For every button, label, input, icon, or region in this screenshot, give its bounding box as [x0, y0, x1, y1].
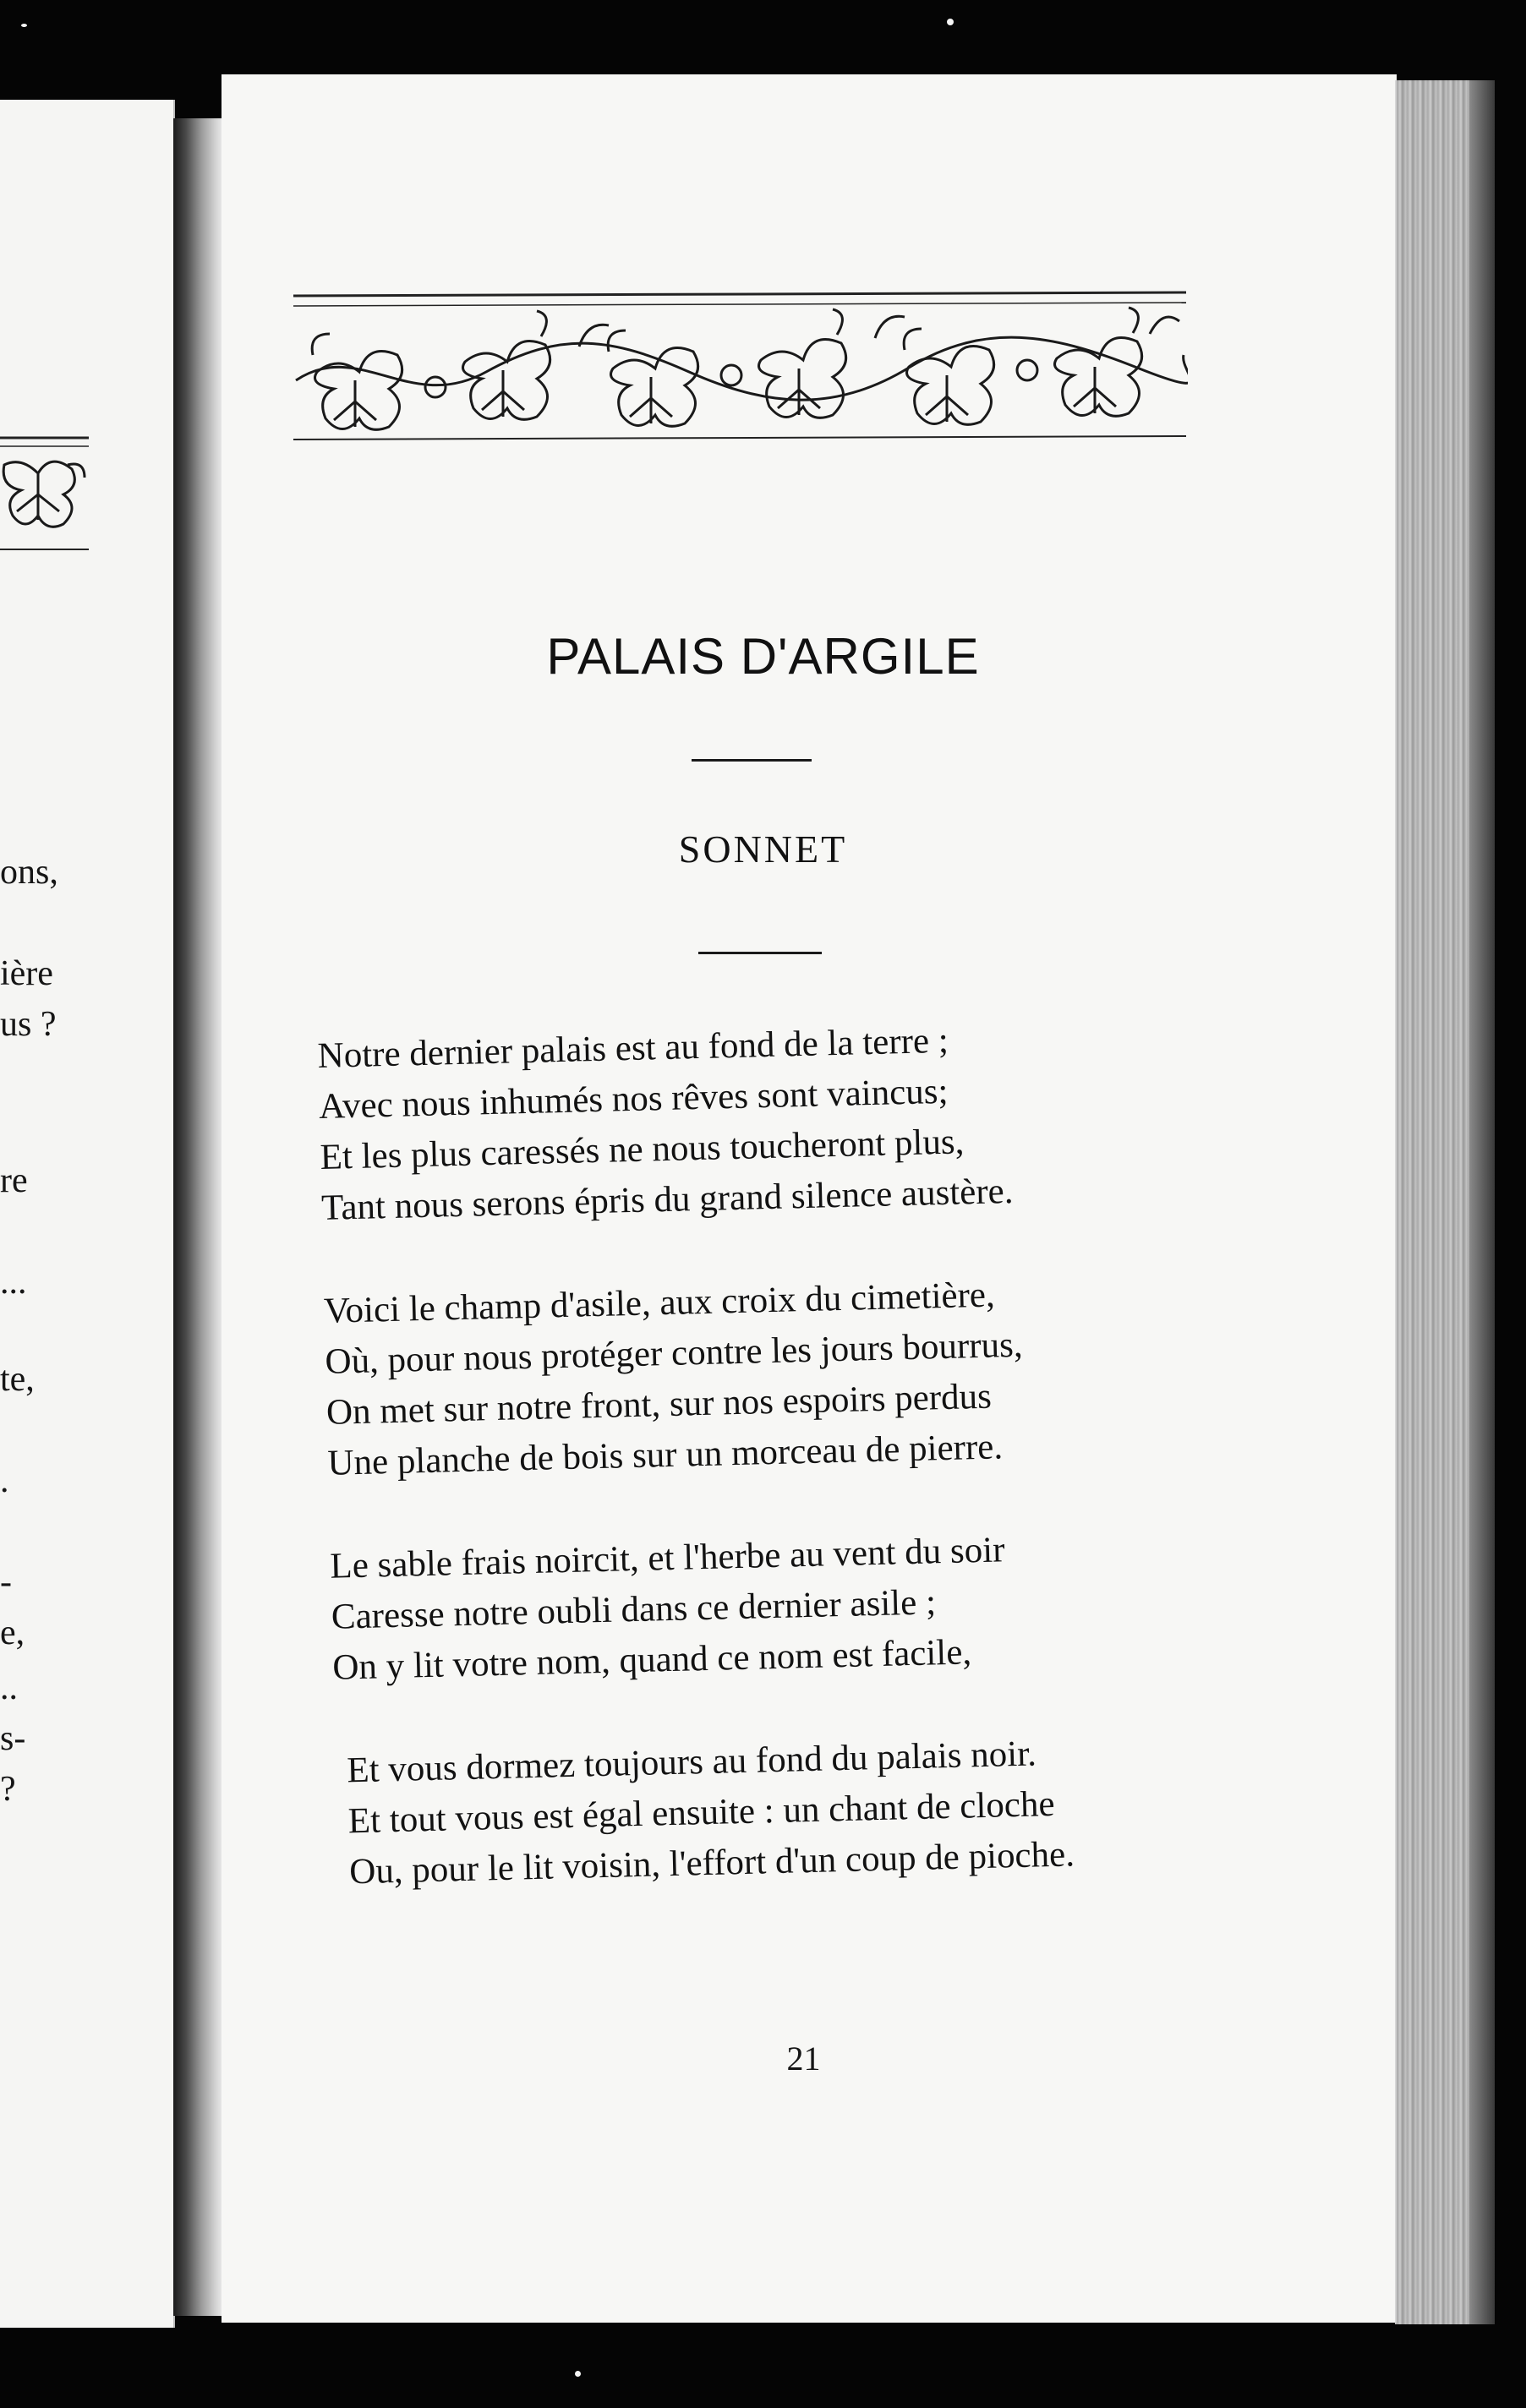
verse-line: Ou, pour le lit voisin, l'effort d'un coup de pioche. [348, 1834, 1075, 1892]
verse-line: Le sable frais noircit, et l'herbe au vent du soir [329, 1530, 1006, 1586]
poem-subtitle: SONNET [678, 827, 848, 871]
vine-leaf-border-fragment-icon [0, 338, 89, 554]
left-text-fragment: e, [0, 1614, 25, 1652]
left-text-fragment: ... [0, 1263, 27, 1302]
verse-line: On met sur notre front, sur nos espoirs perdus [325, 1376, 993, 1433]
subtitle-divider [698, 952, 822, 954]
verse-line: Notre dernier palais est au fond de la terre ; [317, 1020, 949, 1076]
vine-leaf-border-icon [292, 287, 1188, 448]
left-facing-page [0, 100, 175, 2328]
scan-speck [575, 2371, 581, 2377]
scan-speck [21, 24, 27, 27]
left-text-fragment: s- [0, 1719, 26, 1758]
verse-line: Où, pour nous protéger contre les jours bourrus, [324, 1324, 1024, 1382]
left-text-fragment: - [0, 1563, 12, 1602]
verse-line: On y lit votre nom, quand ce nom est facile, [331, 1632, 972, 1688]
left-text-fragment: .. [0, 1668, 18, 1707]
stanza-1 [317, 1008, 1269, 1234]
verse-line: Et tout vous est égal ensuite : un chant de cloche [347, 1783, 1056, 1842]
verse-line: Caresse notre oubli dans ce dernier asile ; [331, 1582, 937, 1637]
left-text-fragment: . [0, 1461, 9, 1500]
stanza-3 [330, 1518, 1280, 1693]
page-number: 21 [786, 2039, 821, 2078]
stanza-2 [323, 1264, 1275, 1489]
scan-speck [947, 19, 954, 25]
verse-line: Et vous dormez toujours au fond du palais noir. [346, 1734, 1037, 1791]
left-text-fragment: te, [0, 1360, 35, 1399]
page-edge-stack [1395, 80, 1478, 2324]
verse-line: Voici le champ d'asile, aux croix du cimetière, [323, 1275, 996, 1331]
page-edge-shadow [1469, 80, 1495, 2324]
left-text-fragment: ière [0, 954, 53, 993]
title-divider [692, 759, 812, 762]
verse-line: Avec nous inhumés nos rêves sont vaincus; [318, 1071, 949, 1127]
stanza-4 [335, 1723, 1285, 1897]
book-gutter-shadow [173, 118, 224, 2316]
left-text-fragment: ons, [0, 853, 58, 892]
sonnet-body [317, 1008, 1286, 1951]
verse-line: Tant nous serons épris du grand silence austère. [320, 1171, 1014, 1228]
verse-line: Et les plus caressés ne nous toucheront plus, [320, 1122, 965, 1177]
left-text-fragment: ? [0, 1770, 16, 1809]
left-text-fragment: re [0, 1161, 28, 1200]
left-text-fragment: us ? [0, 1005, 57, 1044]
poem-title: PALAIS D'ARGILE [546, 628, 980, 685]
verse-line: Une planche de bois sur un morceau de pierre. [326, 1427, 1004, 1483]
